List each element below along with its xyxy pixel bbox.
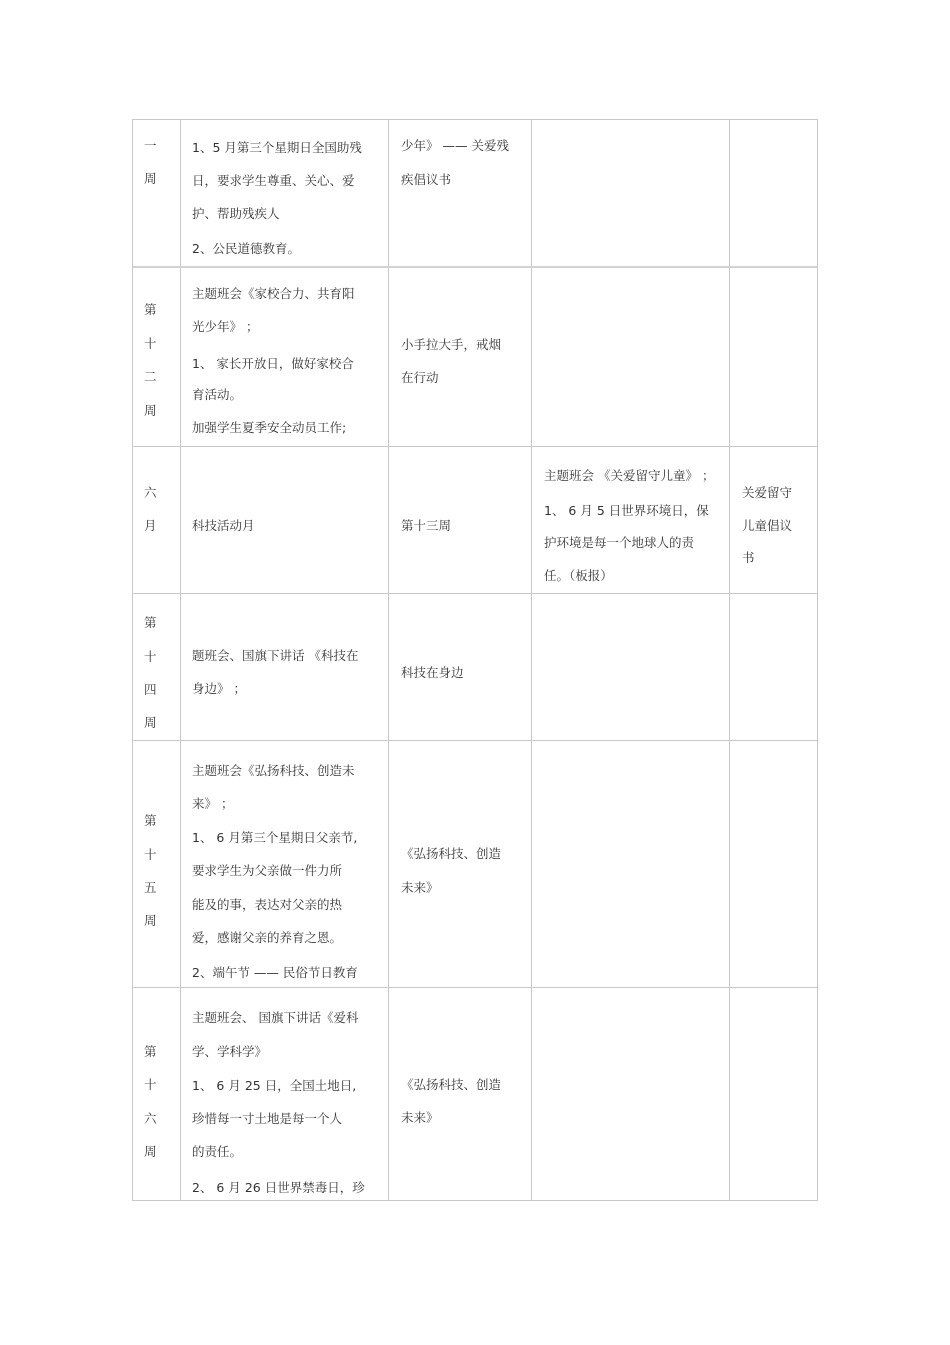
table-row — [133, 447, 817, 594]
note-cell — [730, 594, 817, 740]
activity-cell — [389, 120, 532, 266]
activity-line: 未来》 — [401, 1110, 439, 1125]
week-cell — [133, 120, 181, 266]
note-cell — [730, 120, 817, 266]
table-row — [133, 594, 817, 741]
week-char: 十 — [144, 649, 157, 664]
extra-cell — [532, 594, 730, 740]
extra-line: 护环境是每一个地球人的责 — [544, 535, 695, 550]
content-line: 1、 6 月第三个星期日父亲节, — [192, 830, 358, 845]
content-cell — [181, 741, 389, 987]
activity-line: 《弘扬科技、创造 — [401, 1077, 502, 1092]
activity-line: 在行动 — [401, 370, 439, 385]
activity-cell — [389, 594, 532, 740]
content-line: 能及的事，表达对父亲的热 — [192, 897, 343, 912]
extra-cell — [532, 988, 730, 1200]
extra-cell — [532, 268, 730, 446]
week-cell — [133, 268, 181, 446]
week-char: 周 — [144, 1144, 157, 1159]
schedule-table — [132, 119, 818, 1201]
extra-line: 1、 6 月 5 日世界环境日，保 — [544, 503, 709, 518]
week-cell — [133, 594, 181, 740]
content-line: 珍惜每一寸土地是每一个人 — [192, 1111, 343, 1126]
week-char: 第 — [144, 813, 157, 828]
activity-cell — [389, 988, 532, 1200]
extra-cell — [532, 120, 730, 266]
table-row — [133, 268, 817, 447]
week-char: 第 — [144, 1044, 157, 1059]
note-line: 关爱留守 — [742, 485, 793, 500]
content-line: 2、 6 月 26 日世界禁毒日，珍 — [192, 1180, 365, 1195]
activity-line: 疾倡议书 — [401, 172, 452, 187]
activity-cell — [389, 741, 532, 987]
content-cell — [181, 594, 389, 740]
content-line: 护、帮助残疾人 — [192, 206, 280, 221]
week-char: 周 — [144, 913, 157, 928]
content-cell — [181, 120, 389, 266]
content-line: 爱，感谢父亲的养育之恩。 — [192, 930, 343, 945]
week-char: 周 — [144, 171, 157, 186]
note-cell — [730, 268, 817, 446]
note-cell — [730, 741, 817, 987]
extra-line: 主题班会 《关爱留守儿童》 ； — [544, 468, 715, 483]
week-char: 十 — [144, 336, 157, 351]
activity-cell — [389, 447, 532, 593]
content-line: 2、公民道德教育。 — [192, 241, 300, 256]
content-line: 主题班会《家校合力、共育阳 — [192, 286, 355, 301]
activity-line: 少年》 —— 关爱残 — [401, 138, 509, 153]
note-cell — [730, 988, 817, 1200]
content-line: 1、 家长开放日，做好家校合 — [192, 356, 354, 371]
note-line: 书 — [742, 550, 755, 565]
content-line: 日，要求学生尊重、关心、爱 — [192, 173, 355, 188]
content-line: 来》 ； — [192, 796, 234, 811]
week-cell — [133, 741, 181, 987]
content-line: 要求学生为父亲做一件力所 — [192, 863, 343, 878]
content-line: 的责任。 — [192, 1144, 243, 1159]
week-char: 周 — [144, 715, 157, 730]
activity-line: 科技在身边 — [401, 665, 464, 680]
content-line: 育活动。 — [192, 387, 243, 402]
content-line: 题班会、国旗下讲话 《科技在 — [192, 648, 359, 663]
week-char: 十 — [144, 847, 157, 862]
content-line: 主题班会《弘扬科技、创造未 — [192, 763, 355, 778]
extra-cell — [532, 741, 730, 987]
week-char: 周 — [144, 403, 157, 418]
activity-line: 小手拉大手，戒烟 — [401, 337, 502, 352]
week-char: 五 — [144, 880, 157, 895]
table-row — [133, 988, 817, 1200]
table-row — [133, 120, 817, 268]
extra-line: 任。（板报） — [544, 568, 613, 583]
week-char: 第 — [144, 615, 157, 630]
content-line: 光少年》 ； — [192, 319, 259, 334]
week-char: 二 — [144, 369, 157, 384]
content-line: 主题班会、 国旗下讲话《爱科 — [192, 1010, 359, 1025]
week-char: 十 — [144, 1077, 157, 1092]
content-cell — [181, 447, 389, 593]
content-line: 1、 6 月 25 日，全国土地日, — [192, 1078, 357, 1093]
week-cell — [133, 447, 181, 593]
content-line: 2、端午节 —— 民俗节日教育 — [192, 965, 358, 980]
content-cell — [181, 268, 389, 446]
content-line: 身边》 ； — [192, 681, 246, 696]
week-char: 月 — [144, 518, 157, 533]
content-line: 科技活动月 — [192, 518, 255, 533]
content-cell — [181, 988, 389, 1200]
content-line: 1、5 月第三个星期日全国助残 — [192, 140, 362, 155]
table-row — [133, 741, 817, 988]
week-cell — [133, 988, 181, 1200]
note-cell — [730, 447, 817, 593]
week-char: 一 — [144, 138, 157, 153]
content-line: 加强学生夏季安全动员工作; — [192, 420, 347, 435]
content-line: 学、学科学》 — [192, 1044, 268, 1059]
week-char: 六 — [144, 1111, 157, 1126]
extra-cell — [532, 447, 730, 593]
week-char: 六 — [144, 485, 157, 500]
week-char: 四 — [144, 682, 157, 697]
activity-line: 《弘扬科技、创造 — [401, 846, 502, 861]
week-char: 第 — [144, 302, 157, 317]
activity-line: 未来》 — [401, 880, 439, 895]
activity-cell — [389, 268, 532, 446]
activity-line: 第十三周 — [401, 518, 452, 533]
note-line: 儿童倡议 — [742, 518, 793, 533]
